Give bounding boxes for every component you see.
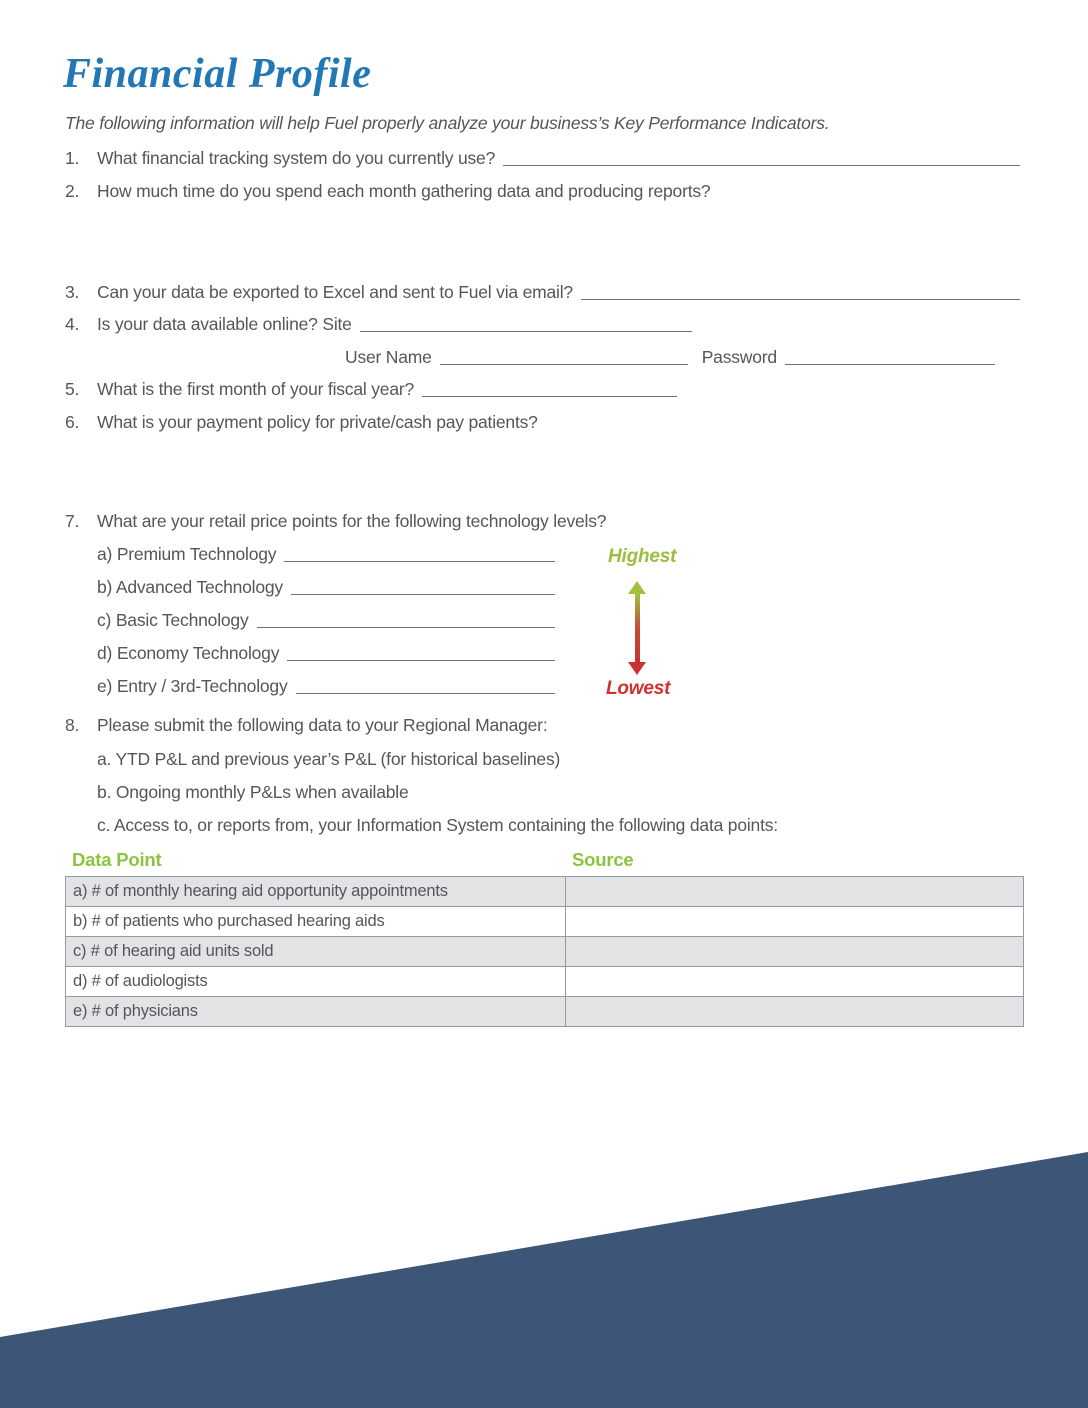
question-6 <box>65 412 1020 433</box>
subitem-text: c. Access to, or reports from, your Information System containing the following data points: <box>97 815 778 835</box>
data-point-cell: c) # of hearing aid units sold <box>66 937 566 966</box>
arrow-down-head <box>628 662 646 675</box>
data-point-table <box>65 876 1024 1027</box>
data-point-cell: a) # of monthly hearing aid opportunity appointments <box>66 877 566 906</box>
question-3 <box>65 282 1020 303</box>
question-4 <box>65 314 1020 335</box>
question-number: 2. <box>65 181 80 201</box>
lowest-label: Lowest <box>606 678 671 699</box>
question-number: 6. <box>65 412 80 432</box>
question-number: 1. <box>65 148 80 168</box>
question-text: Is your data available online? Site <box>97 314 352 334</box>
price-blank-line <box>257 625 555 628</box>
tech-level-basic <box>97 610 555 631</box>
subitem-c <box>97 815 778 836</box>
table-row <box>66 906 1023 936</box>
question-1 <box>65 148 1020 169</box>
data-point-cell: e) # of physicians <box>66 997 566 1026</box>
password-blank-line <box>785 362 995 365</box>
question-number: 4. <box>65 314 80 334</box>
question-text: What financial tracking system do you currently use? <box>97 148 496 168</box>
tech-level-label: a) Premium Technology <box>97 544 277 564</box>
site-blank-line <box>360 329 692 332</box>
question-4-credentials <box>345 347 1025 368</box>
high-low-arrow-icon <box>628 581 646 675</box>
user-name-label: User Name <box>345 347 432 367</box>
table-row <box>66 966 1023 996</box>
arrow-gradient-shaft <box>635 594 640 662</box>
question-7 <box>65 511 1020 532</box>
table-row <box>66 936 1023 966</box>
user-name-blank-line <box>440 362 688 365</box>
answer-blank-line <box>581 297 1020 300</box>
tech-level-premium <box>97 544 555 565</box>
price-blank-line <box>287 658 555 661</box>
answer-blank-line <box>422 394 677 397</box>
subitem-text: a. YTD P&L and previous year’s P&L (for historical baselines) <box>97 749 561 769</box>
data-point-cell: b) # of patients who purchased hearing aids <box>66 907 566 936</box>
subitem-text: b. Ongoing monthly P&Ls when available <box>97 782 409 802</box>
question-number: 5. <box>65 379 80 399</box>
data-point-cell: d) # of audiologists <box>66 967 566 996</box>
question-number: 8. <box>65 715 80 735</box>
question-number: 7. <box>65 511 80 531</box>
tech-level-label: b) Advanced Technology <box>97 577 283 597</box>
price-blank-line <box>296 691 555 694</box>
question-text: What is your payment policy for private/cash pay patients? <box>97 412 538 432</box>
question-8 <box>65 715 1020 736</box>
password-label: Password <box>701 347 777 367</box>
source-cell <box>566 997 1023 1026</box>
source-cell <box>566 937 1023 966</box>
tech-level-label: c) Basic Technology <box>97 610 249 630</box>
arrow-up-head <box>628 581 646 594</box>
answer-blank-line <box>503 163 1020 166</box>
table-header-source: Source <box>572 849 634 870</box>
question-5 <box>65 379 1020 400</box>
question-number: 3. <box>65 282 80 302</box>
highest-label: Highest <box>608 546 677 567</box>
subitem-a <box>97 749 560 770</box>
question-text: What are your retail price points for the following technology levels? <box>97 511 607 531</box>
tech-level-entry <box>97 676 555 697</box>
tech-level-label: d) Economy Technology <box>97 643 280 663</box>
source-cell <box>566 877 1023 906</box>
table-row <box>66 996 1023 1026</box>
intro-text: The following information will help Fuel properly analyze your business’s Key Performance Indicators. <box>65 113 830 133</box>
question-2 <box>65 181 1020 202</box>
question-text: Please submit the following data to your Regional Manager: <box>97 715 548 735</box>
question-text: Can your data be exported to Excel and sent to Fuel via email? <box>97 282 573 302</box>
page-title: Financial Profile <box>63 51 372 97</box>
question-text: What is the first month of your fiscal year? <box>97 379 415 399</box>
table-row <box>66 877 1023 906</box>
subitem-b <box>97 782 409 803</box>
source-cell <box>566 967 1023 996</box>
tech-level-economy <box>97 643 555 664</box>
tech-level-advanced <box>97 577 555 598</box>
question-text: How much time do you spend each month gathering data and producing reports? <box>97 181 711 201</box>
price-blank-line <box>284 559 555 562</box>
source-cell <box>566 907 1023 936</box>
table-header-data-point: Data Point <box>72 849 162 870</box>
price-blank-line <box>291 592 555 595</box>
tech-level-label: e) Entry / 3rd-Technology <box>97 676 288 696</box>
